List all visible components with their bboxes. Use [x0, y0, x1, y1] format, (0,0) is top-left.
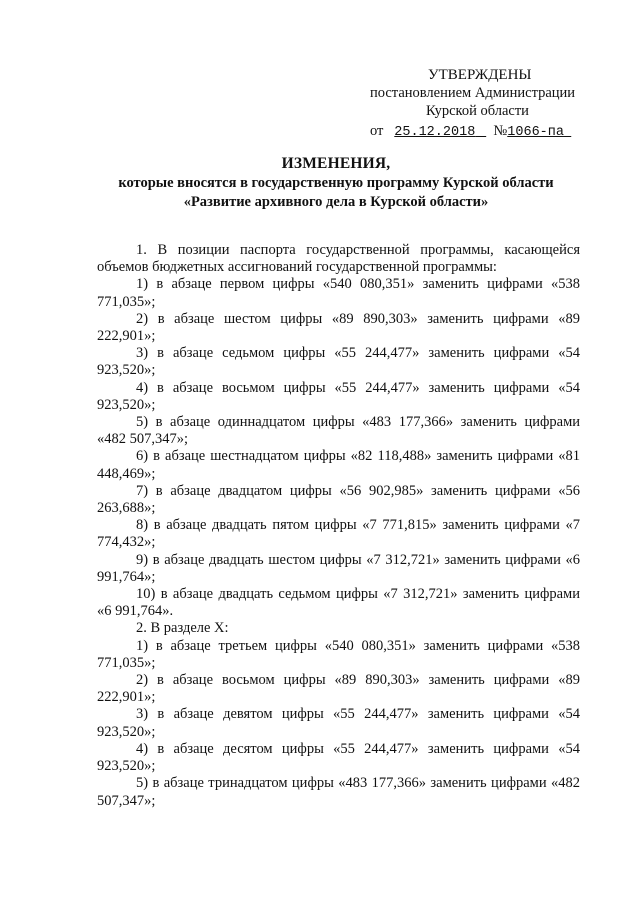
paragraph: 1) в абзаце третьем цифры «540 080,351» заменить цифрами «538 771,035»; — [97, 637, 580, 671]
approval-date-line — [370, 122, 610, 142]
document-subtitle-2: «Развитие архивного дела в Курской области» — [183, 194, 489, 210]
paragraph: 10) в абзаце двадцать седьмом цифры «7 312,721» заменить цифрами «6 991,764». — [97, 586, 580, 620]
paragraph: 1) в абзаце первом цифры «540 080,351» заменить цифрами «538 771,035»; — [97, 276, 580, 310]
document-title: ИЗМЕНЕНИЯ, — [281, 155, 391, 172]
section-heading: 2. В разделе X: — [136, 620, 229, 637]
paragraph: 1. В позиции паспорта государственной программы, касающейся объемов бюджетных ассигнований государственной программы: — [97, 242, 580, 276]
paragraph: 5) в абзаце одиннадцатом цифры «483 177,366» заменить цифрами «482 507,347»; — [97, 414, 580, 448]
paragraph: 3) в абзаце девятом цифры «55 244,477» заменить цифрами «54 923,520»; — [97, 706, 580, 740]
paragraph: 5) в абзаце тринадцатом цифры «483 177,366» заменить цифрами «482 507,347»; — [97, 775, 580, 809]
paragraph: 2) в абзаце восьмом цифры «89 890,303» заменить цифрами «89 222,901»; — [97, 672, 580, 706]
approval-stamp — [370, 66, 610, 142]
approval-line-2: постановлением Администрации — [370, 85, 576, 101]
document-header — [96, 154, 576, 212]
paragraph: 2) в абзаце шестом цифры «89 890,303» заменить цифрами «89 222,901»; — [97, 310, 580, 345]
number-prefix: № — [493, 123, 508, 139]
paragraph: 4) в абзаце десятом цифры «55 244,477» заменить цифрами «54 923,520»; — [97, 740, 580, 775]
paragraph: 4) в абзаце восьмом цифры «55 244,477» заменить цифрами «54 923,520»; — [97, 379, 580, 413]
paragraph: 6) в абзаце шестнадцатом цифры «82 118,488» заменить цифрами «81 448,469»; — [97, 448, 580, 482]
paragraph: 9) в абзаце двадцать шестом цифры «7 312,721» заменить цифрами «6 991,764»; — [97, 551, 580, 585]
approval-number: 1066-па — [507, 125, 564, 140]
approval-line-3: Курской области — [426, 103, 529, 119]
approval-title: УТВЕРЖДЕНЫ — [428, 67, 532, 83]
paragraph: 3) в абзаце седьмом цифры «55 244,477» заменить цифрами «54 923,520»; — [97, 345, 580, 379]
date-underline — [475, 122, 486, 140]
paragraph: 7) в абзаце двадцатом цифры «56 902,985» заменить цифрами «56 263,688»; — [97, 482, 580, 517]
paragraph: 8) в абзаце двадцать пятом цифры «7 771,815» заменить цифрами «7 774,432»; — [97, 517, 580, 551]
document-subtitle-1: которые вносятся в государственную программу Курской области — [118, 175, 554, 191]
document-body — [97, 242, 580, 810]
date-prefix: от — [370, 123, 384, 139]
number-underline — [564, 122, 571, 140]
approval-date: 25.12.2018 — [394, 125, 476, 140]
